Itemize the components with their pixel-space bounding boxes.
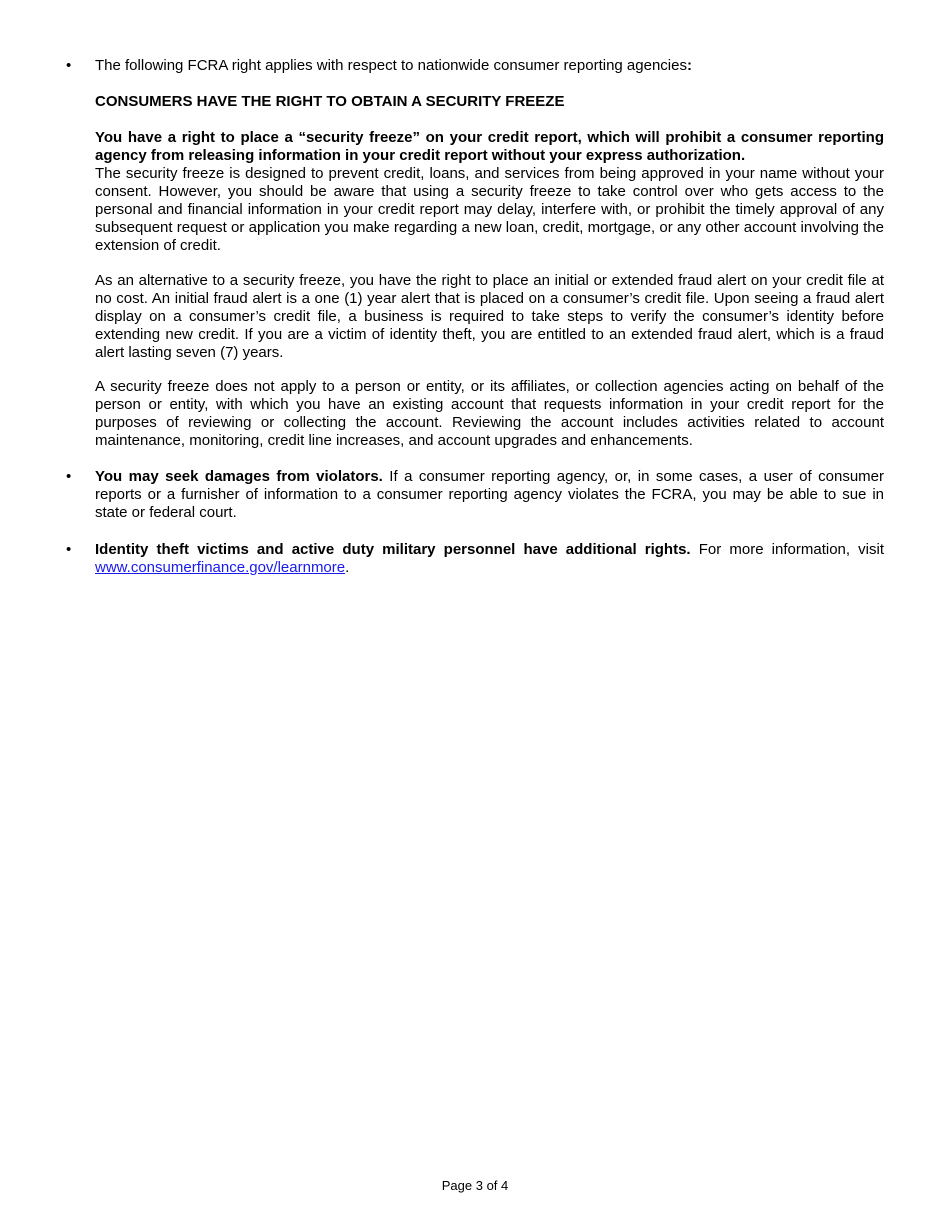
security-freeze-lead-bold: You have a right to place a “security freeze” on your credit report, which will prohibit a consumer reporting agency from releasing information in your credit report without your express authorization.	[95, 129, 884, 164]
bullet-marker: •	[66, 57, 72, 74]
damages-text: If a consumer reporting agency, or, in some cases, a user of consumer reports or a furnisher of information to a consumer reporting agency violates the FCRA, you may be able to sue in state or federal court.	[95, 468, 884, 521]
security-freeze-heading: CONSUMERS HAVE THE RIGHT TO OBTAIN A SECURITY FREEZE	[95, 93, 565, 110]
learn-more-link[interactable]: www.consumerfinance.gov/learnmore	[95, 559, 346, 576]
damages-bullet-text	[95, 468, 884, 522]
intro-text: The following FCRA right applies with respect to nationwide consumer reporting agencies	[95, 57, 687, 74]
security-freeze-lead-paragraph	[95, 129, 884, 255]
damages-bold: You may seek damages from violators.	[95, 468, 383, 485]
bullet-marker: •	[66, 468, 72, 485]
identity-trailing: .	[345, 559, 350, 576]
security-freeze-lead-text: The security freeze is designed to prevent credit, loans, and services from being approved in your name without your consent. However, you should be aware that using a security freeze to take control over who gets access to the personal and financial information in your credit report may delay, interfere with, or prohibit the timely approval of any subsequent request or application you make regarding a new loan, credit, mortgage, or any other account involving the extension of credit.	[95, 165, 884, 254]
intro-bullet-text	[95, 57, 884, 75]
identity-bold: Identity theft victims and active duty military personnel have additional rights.	[95, 541, 691, 558]
bullet-marker: •	[66, 541, 72, 558]
page-number-footer: Page 3 of 4	[441, 1178, 509, 1193]
identity-text: For more information, visit	[690, 541, 885, 558]
intro-colon: :	[686, 57, 692, 74]
freeze-exception-paragraph: A security freeze does not apply to a person or entity, or its affiliates, or collection agencies acting on behalf of the person or entity, with which you have an existing account that requests information in your credit report for the purposes of reviewing or collecting the account. Reviewing the account includes activities related to account maintenance, monitoring, credit line increases, and account upgrades and enhancements.	[95, 378, 884, 449]
identity-bullet-text	[95, 541, 884, 577]
fraud-alert-paragraph: As an alternative to a security freeze, you have the right to place an initial or extended fraud alert on your credit file at no cost. An initial fraud alert is a one (1) year alert that is placed on a consumer’s credit file. Upon seeing a fraud alert display on a consumer’s credit file, a business is required to take steps to verify the consumer’s identity before extending new credit. If you are a victim of identity theft, you are entitled to an extended fraud alert, which is a fraud alert lasting seven (7) years.	[95, 272, 884, 361]
